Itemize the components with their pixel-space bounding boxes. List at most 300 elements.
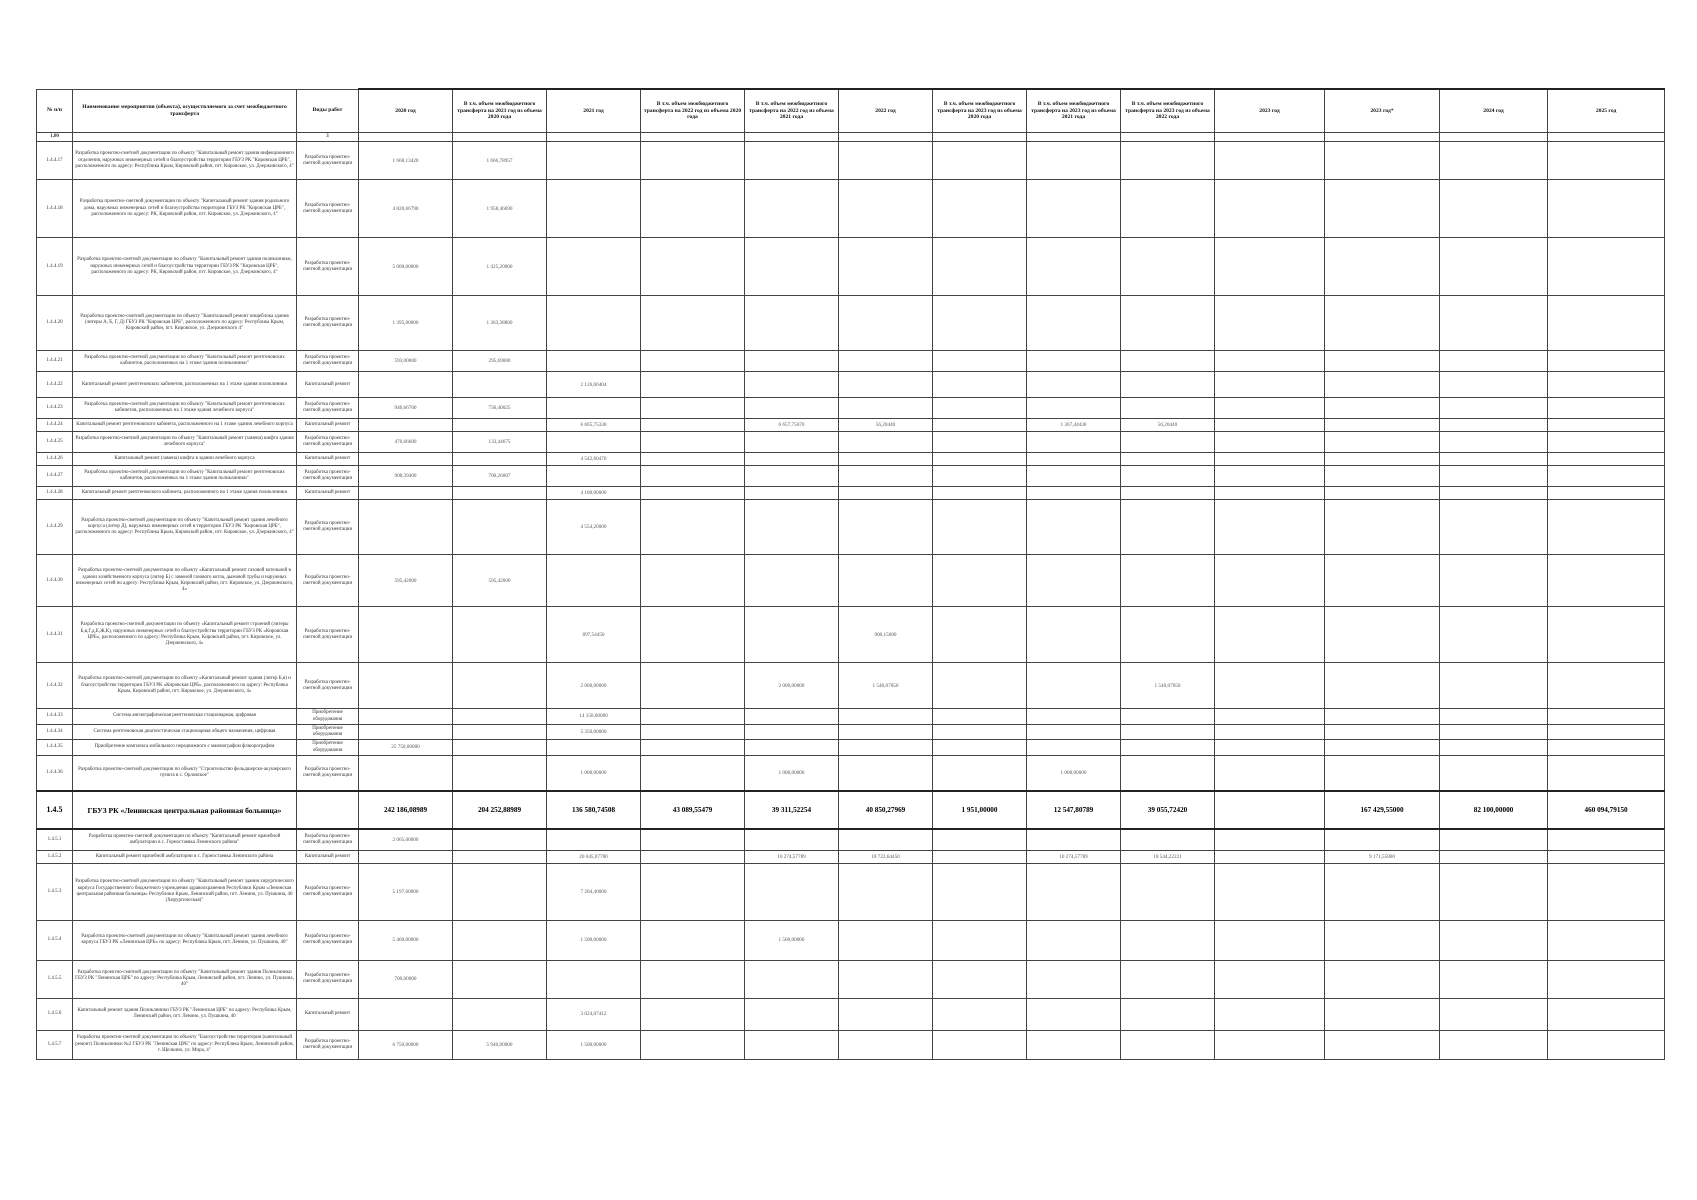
row-value — [641, 500, 745, 555]
row-value — [1121, 863, 1215, 920]
row-value — [641, 863, 745, 920]
row-value — [745, 724, 839, 740]
row-value — [1548, 466, 1665, 487]
row-value — [933, 372, 1027, 398]
row-value — [839, 920, 933, 960]
row-work-type: Капитальный ремонт — [297, 453, 359, 466]
row-value — [745, 487, 839, 500]
row-value — [1548, 960, 1665, 998]
row-code: 1.4.5.4 — [37, 920, 73, 960]
column-number-14 — [1440, 133, 1548, 142]
row-value — [1215, 829, 1325, 850]
row-value: 2 065,00000 — [359, 829, 453, 850]
column-header-9: В т.ч. объем межбюджетного трансферта на 2023 год из объема 2020 года — [933, 89, 1027, 133]
row-value — [1325, 180, 1440, 238]
column-header-14: 2024 год — [1440, 89, 1548, 133]
row-value — [933, 500, 1027, 555]
row-value — [745, 555, 839, 607]
row-name: Приобретение комплекса мобильного передвижного с маммографом флюорографом — [73, 740, 297, 756]
row-work-type: Разработка проектно-сметной документации — [297, 920, 359, 960]
table-row — [37, 466, 1665, 487]
row-value — [1215, 180, 1325, 238]
row-value: 1 367,44430 — [1027, 419, 1121, 432]
table-row — [37, 238, 1665, 296]
table-row — [37, 829, 1665, 850]
row-value — [839, 863, 933, 920]
row-value — [547, 180, 641, 238]
row-value: 82 100,00000 — [1440, 791, 1548, 829]
row-name: Разработка проектно-сметной документации по объекту "Капитальный ремонт здания лечебного корпуса (литер Д), наружных инженерных сетей и территории ГБУЗ РК "Кировская ЦРБ", расположенного по адресу: Республика Крым, Кировский район, пгт. Кировское, ул. Дзержинского, 4" — [73, 500, 297, 555]
row-value — [1548, 432, 1665, 453]
row-value — [1121, 351, 1215, 372]
column-number-0: 1,00 — [37, 133, 73, 142]
row-value: 4 100,00000 — [547, 487, 641, 500]
row-value — [1548, 372, 1665, 398]
row-value — [641, 724, 745, 740]
row-value — [641, 453, 745, 466]
row-value — [839, 453, 933, 466]
row-name: Капитальный ремонт рентгеновских кабинетов, расположенных на 1 этаже здания поликлиники — [73, 372, 297, 398]
row-value: 1 000,00000 — [745, 755, 839, 791]
row-value — [359, 663, 453, 709]
row-value — [1325, 466, 1440, 487]
column-header-12: 2023 год — [1215, 89, 1325, 133]
row-value — [1440, 1030, 1548, 1059]
row-work-type: Разработка проектно-сметной документации — [297, 398, 359, 419]
row-code: 1.4.4.33 — [37, 709, 73, 725]
row-value — [641, 960, 745, 998]
row-value — [1325, 555, 1440, 607]
row-value — [1325, 372, 1440, 398]
row-name: Разработка проектно-сметной документации по объекту "Капитальный ремонт рентгеновских кабинетов, расположенных на 1 этаже здания поликлиники" — [73, 466, 297, 487]
row-value — [839, 555, 933, 607]
row-value — [1027, 453, 1121, 466]
row-value — [1215, 351, 1325, 372]
row-value — [453, 960, 547, 998]
row-value — [1121, 142, 1215, 180]
column-header-0: № п/п — [37, 89, 73, 133]
row-value: 18 722,64450 — [839, 850, 933, 863]
row-value — [1215, 142, 1325, 180]
row-value — [933, 863, 1027, 920]
row-value — [745, 829, 839, 850]
row-value — [1548, 863, 1665, 920]
column-number-row — [37, 133, 1665, 142]
row-value — [933, 829, 1027, 850]
row-value — [933, 419, 1027, 432]
column-number-4 — [453, 133, 547, 142]
row-value — [1440, 296, 1548, 351]
row-name: Разработка проектно-сметной документации по объекту "Строительство фельдшерско-акушерского пункта в с. Орловское" — [73, 755, 297, 791]
row-value — [641, 740, 745, 756]
row-value — [453, 453, 547, 466]
row-value — [453, 755, 547, 791]
row-value: 9 171,55000 — [1325, 850, 1440, 863]
row-value — [1325, 500, 1440, 555]
column-header-7: В т.ч. объем межбюджетного трансферта на 2022 год из объема 2021 года — [745, 89, 839, 133]
row-value — [839, 1030, 933, 1059]
row-value — [1440, 607, 1548, 663]
row-value — [933, 351, 1027, 372]
row-value — [1548, 453, 1665, 466]
row-value — [933, 755, 1027, 791]
row-value — [1548, 1030, 1665, 1059]
row-value — [745, 466, 839, 487]
row-value — [359, 372, 453, 398]
row-value — [1215, 296, 1325, 351]
row-value — [933, 453, 1027, 466]
row-value — [1121, 238, 1215, 296]
row-value — [839, 487, 933, 500]
row-value — [1027, 351, 1121, 372]
row-code: 1.4.4.29 — [37, 500, 73, 555]
row-value — [1440, 755, 1548, 791]
row-value: 39 311,52254 — [745, 791, 839, 829]
row-value — [547, 351, 641, 372]
row-value — [641, 238, 745, 296]
row-value: 1 540,07050 — [1121, 663, 1215, 709]
row-value: 1 958,46690 — [453, 180, 547, 238]
row-name: Разработка проектно-сметной документации по объекту "Капитальный ремонт рентгеновских кабинетов, расположенных на 1 этаже здания лечебного корпуса" — [73, 398, 297, 419]
row-code: 1.4.4.31 — [37, 607, 73, 663]
row-value — [933, 466, 1027, 487]
row-value: 5 940,00000 — [453, 1030, 547, 1059]
row-value: 1 500,00000 — [547, 920, 641, 960]
row-value: 1 668,13420 — [359, 142, 453, 180]
row-value — [839, 296, 933, 351]
column-number-15 — [1548, 133, 1665, 142]
row-value — [933, 142, 1027, 180]
row-work-type: Разработка проектно-сметной документации — [297, 755, 359, 791]
row-value: 39 055,72420 — [1121, 791, 1215, 829]
row-name: Разработка проектно-сметной документации по объекту «Капитальный ремонт здания (литер Б,в) и благоустройство территории ГБУЗ РК «Кировская ЦРБ», расположенного по адресу: Республика Крым, Кировский район, пгт. Кировское, ул. Дзержинского, 4» — [73, 663, 297, 709]
row-code: 1.4.4.27 — [37, 466, 73, 487]
row-value: 1 363,38800 — [453, 296, 547, 351]
row-value: 4 554,20000 — [547, 500, 641, 555]
row-value — [745, 960, 839, 998]
row-value: 10 274,57789 — [745, 850, 839, 863]
row-value — [1215, 453, 1325, 466]
row-work-type: Разработка проектно-сметной документации — [297, 296, 359, 351]
row-value — [745, 398, 839, 419]
row-value — [1121, 709, 1215, 725]
row-value — [1548, 487, 1665, 500]
header-top-band — [37, 78, 1665, 89]
row-value — [1440, 180, 1548, 238]
row-work-type: Разработка проектно-сметной документации — [297, 607, 359, 663]
row-value — [933, 724, 1027, 740]
table-row — [37, 863, 1665, 920]
row-value — [1215, 960, 1325, 998]
row-value: 25 750,00000 — [359, 740, 453, 756]
row-value — [1121, 466, 1215, 487]
row-value — [1440, 142, 1548, 180]
row-value — [453, 372, 547, 398]
row-value — [641, 419, 745, 432]
row-value — [547, 960, 641, 998]
row-value — [453, 487, 547, 500]
row-value — [1440, 740, 1548, 756]
row-value: 20 045,07780 — [547, 850, 641, 863]
row-value — [1215, 607, 1325, 663]
row-value — [933, 432, 1027, 453]
row-value — [641, 372, 745, 398]
row-work-type: Разработка проектно-сметной документации — [297, 829, 359, 850]
row-value — [1440, 419, 1548, 432]
row-value — [1121, 453, 1215, 466]
row-value — [1027, 555, 1121, 607]
row-value: 136 580,74508 — [547, 791, 641, 829]
row-name: Система ангиографическая рентгеновская стационарная, цифровая — [73, 709, 297, 725]
row-value — [1325, 296, 1440, 351]
row-value: 18 544,22221 — [1121, 850, 1215, 863]
row-value — [641, 607, 745, 663]
row-value — [1325, 829, 1440, 850]
row-value — [933, 555, 1027, 607]
row-value — [1027, 500, 1121, 555]
column-header-15: 2025 год — [1548, 89, 1665, 133]
row-value — [1215, 419, 1325, 432]
row-value — [1440, 555, 1548, 607]
row-value — [1440, 500, 1548, 555]
row-value — [745, 351, 839, 372]
row-value — [1548, 850, 1665, 863]
row-value — [1440, 487, 1548, 500]
row-value — [1548, 419, 1665, 432]
row-value — [1548, 180, 1665, 238]
column-header-4: В т.ч. объем межбюджетного трансферта на 2021 год из объема 2020 года — [453, 89, 547, 133]
row-value — [745, 500, 839, 555]
row-code: 1.4.4.36 — [37, 755, 73, 791]
table-row — [37, 920, 1665, 960]
row-code: 1.4.4.18 — [37, 180, 73, 238]
row-value — [641, 142, 745, 180]
table-row — [37, 142, 1665, 180]
row-value — [1215, 709, 1325, 725]
row-value — [1027, 829, 1121, 850]
row-work-type: Разработка проектно-сметной документации — [297, 432, 359, 453]
row-value — [933, 740, 1027, 756]
row-code: 1.4.4.26 — [37, 453, 73, 466]
row-work-type: Разработка проектно-сметной документации — [297, 960, 359, 998]
row-value — [1121, 755, 1215, 791]
row-value: 4 820,66790 — [359, 180, 453, 238]
row-value — [1215, 1030, 1325, 1059]
row-value — [1027, 724, 1121, 740]
row-value — [933, 487, 1027, 500]
row-value — [1027, 142, 1121, 180]
row-value — [1027, 663, 1121, 709]
row-value — [839, 960, 933, 998]
row-value — [1027, 998, 1121, 1030]
row-value — [1548, 398, 1665, 419]
row-code: 1.4.4.19 — [37, 238, 73, 296]
table-row — [37, 398, 1665, 419]
column-number-2: 3 — [297, 133, 359, 142]
row-work-type: Разработка проектно-сметной документации — [297, 351, 359, 372]
row-name: Разработка проектно-сметной документации по объекту "Капитальный ремонт (замена) шифта здания лечебного корпуса" — [73, 432, 297, 453]
column-number-7 — [745, 133, 839, 142]
row-name: Разработка проектно-сметной документации по объекту "Капитальный ремонт врачебной амбулатории в с. Горностаевка Ленинского района" — [73, 829, 297, 850]
row-value: 10 274,57789 — [1027, 850, 1121, 863]
row-value — [1215, 372, 1325, 398]
row-value — [453, 850, 547, 863]
row-value — [1215, 555, 1325, 607]
row-value — [1027, 709, 1121, 725]
row-value — [745, 998, 839, 1030]
row-code: 1.4.5.1 — [37, 829, 73, 850]
row-value — [1121, 829, 1215, 850]
row-value — [1440, 829, 1548, 850]
row-value — [839, 180, 933, 238]
column-header-6: В т.ч. объем межбюджетного трансферта на 2022 год из объема 2020 года — [641, 89, 745, 133]
column-header-5: 2021 год — [547, 89, 641, 133]
row-code: 1.4.5.5 — [37, 960, 73, 998]
row-value — [453, 920, 547, 960]
row-value — [547, 829, 641, 850]
row-name: Система рентгеновская диагностическая стационарная общего назначения, цифровая — [73, 724, 297, 740]
row-value: 167 429,55000 — [1325, 791, 1440, 829]
row-value — [1215, 920, 1325, 960]
row-name: Разработка проектно-сметной документации по объекту "Капитальный ремонт здания инфекционного отделения, наружных инженерных сетей и благоустройства территории ГБУЗ РК "Кировская ЦРБ", расположенного по адресу: Республика Крым, Кировский район, пгт. Кировское, ул. Дзержинского, 4" — [73, 142, 297, 180]
row-value — [1121, 1030, 1215, 1059]
row-value — [1121, 296, 1215, 351]
row-value — [1548, 238, 1665, 296]
row-name: Капитальный ремонт (замена) шифта в здании лечебного корпуса — [73, 453, 297, 466]
row-value — [745, 1030, 839, 1059]
row-value — [1027, 180, 1121, 238]
row-value — [933, 850, 1027, 863]
row-value — [1325, 351, 1440, 372]
row-name: Капитальный ремонт здания Поликлиники ГБУЗ РК "Ленинская ЦРБ" по адресу: Республика Крым, Ленинский район, пгт. Ленино, ул. Пушкина, 40 — [73, 998, 297, 1030]
row-value — [1215, 398, 1325, 419]
row-work-type: Разработка проектно-сметной документации — [297, 863, 359, 920]
row-value — [933, 180, 1027, 238]
header-row — [37, 89, 1665, 133]
row-value — [1548, 142, 1665, 180]
table-row — [37, 709, 1665, 725]
row-value — [1215, 850, 1325, 863]
row-value — [641, 920, 745, 960]
row-name: Разработка проектно-сметной документации по объекту "Капитальный ремонт здания поликлиники, наружных инженерных сетей и благоустройства территории ГБУЗ РК "Кировская ЦРБ", расположенного по адресу: РК, Кировский район, пгт. Кировское, ул. Дзержинского, 4" — [73, 238, 297, 296]
row-value: 2 126,66404 — [547, 372, 641, 398]
row-value — [1325, 755, 1440, 791]
row-value: 56,20440 — [839, 419, 933, 432]
row-value — [641, 398, 745, 419]
row-name: Разработка проектно-сметной документации по объекту "Капитальный ремонт здания хирургического корпуса Государственного бюджетного учреждения здравоохранения Республики Крым «Ленинская центральная районная больница» Республики Крым, Ленинский район, пгт. Ленино, ул. Пушкина, 40 (Хирургическая)" — [73, 863, 297, 920]
row-work-type — [297, 791, 359, 829]
row-value — [745, 453, 839, 466]
row-value — [1440, 663, 1548, 709]
row-name: Разработка проектно-сметной документации по объекту "Капитальный ремонт здания лечебного корпуса ГБУЗ РК «Ленинская ЦРБ» по адресу: Республика Крым, пгт. Ленино, ул. Пушкина, 40" — [73, 920, 297, 960]
row-value: 14 150,00000 — [547, 709, 641, 725]
row-value — [933, 709, 1027, 725]
row-value — [359, 487, 453, 500]
row-value — [359, 500, 453, 555]
row-work-type: Капитальный ремонт — [297, 419, 359, 432]
column-number-6 — [641, 133, 745, 142]
row-value — [359, 724, 453, 740]
row-value — [745, 740, 839, 756]
row-value — [547, 555, 641, 607]
table-body — [37, 142, 1665, 1060]
row-value — [641, 555, 745, 607]
row-value — [1548, 663, 1665, 709]
row-value — [1121, 432, 1215, 453]
row-value — [1325, 142, 1440, 180]
row-value — [453, 663, 547, 709]
row-value — [453, 740, 547, 756]
row-value: 5 350,00000 — [547, 724, 641, 740]
row-code: 1.4.4.22 — [37, 372, 73, 398]
row-value: 1 500,00000 — [547, 1030, 641, 1059]
row-value — [745, 709, 839, 725]
row-code: 1.4.5.2 — [37, 850, 73, 863]
table-row — [37, 998, 1665, 1030]
column-header-11: В т.ч. объем межбюджетного трансферта на 2023 год из объема 2022 года — [1121, 89, 1215, 133]
column-number-5 — [547, 133, 641, 142]
column-header-3: 2020 год — [359, 89, 453, 133]
column-number-10 — [1027, 133, 1121, 142]
row-value: 1 395,00000 — [359, 296, 453, 351]
row-code: 1.4.5.7 — [37, 1030, 73, 1059]
row-value — [1440, 960, 1548, 998]
row-name: Капитальный ремонт врачебной амбулатории в с. Горностаевка Ленинского района — [73, 850, 297, 863]
row-value: 1 951,00000 — [933, 791, 1027, 829]
row-value — [1121, 960, 1215, 998]
table-row — [37, 724, 1665, 740]
row-value — [1215, 755, 1325, 791]
row-value — [1548, 351, 1665, 372]
row-value: 897,54450 — [547, 607, 641, 663]
row-value — [1440, 351, 1548, 372]
column-number-12 — [1215, 133, 1325, 142]
row-value — [1440, 372, 1548, 398]
row-value: 7 204,40000 — [547, 863, 641, 920]
row-value — [641, 296, 745, 351]
row-value — [453, 724, 547, 740]
row-value — [1121, 555, 1215, 607]
row-value — [1440, 863, 1548, 920]
row-value — [453, 829, 547, 850]
row-value: 133,44675 — [453, 432, 547, 453]
row-value — [1325, 1030, 1440, 1059]
row-value — [1215, 487, 1325, 500]
row-work-type: Приобретение оборудования — [297, 709, 359, 725]
row-value — [1215, 998, 1325, 1030]
row-value — [1027, 1030, 1121, 1059]
row-code: 1.4.4.17 — [37, 142, 73, 180]
row-work-type: Разработка проектно-сметной документации — [297, 500, 359, 555]
row-value — [1440, 709, 1548, 725]
table-row — [37, 296, 1665, 351]
row-value: 6 657,75670 — [745, 419, 839, 432]
row-value — [839, 466, 933, 487]
row-name: Капитальный ремонт рентгеновского кабинета, расположенного на 1 этаже здания поликлиники — [73, 487, 297, 500]
row-value — [547, 740, 641, 756]
row-value — [1027, 607, 1121, 663]
row-value — [839, 351, 933, 372]
row-value — [1215, 791, 1325, 829]
row-value — [453, 500, 547, 555]
row-value: 6 750,00000 — [359, 1030, 453, 1059]
table-row — [37, 500, 1665, 555]
row-value — [1548, 829, 1665, 850]
row-value — [641, 432, 745, 453]
row-value — [1325, 920, 1440, 960]
row-value — [547, 142, 641, 180]
row-value — [1027, 487, 1121, 500]
